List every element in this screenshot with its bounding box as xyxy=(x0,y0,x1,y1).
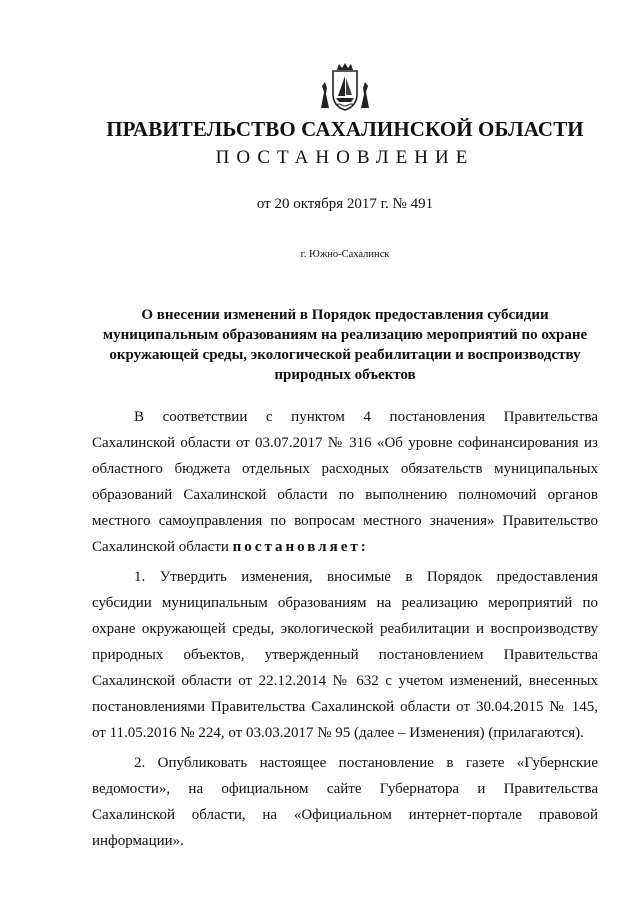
body-line: субсидии муниципальным образованиям на реализацию мероприятий по xyxy=(92,595,598,611)
preamble-paragraph xyxy=(92,404,598,560)
body-line: 1. Утвердить изменения, вносимые в Порядок предоставления xyxy=(134,569,598,585)
body-line: Сахалинской области от 03.07.2017 № 316 «Об уровне софинансирования из xyxy=(92,435,598,451)
body-line: В соответствии с пунктом 4 постановления Правительства xyxy=(134,409,598,425)
document-title xyxy=(92,305,598,385)
item-1-paragraph xyxy=(92,564,598,746)
body-line: областного бюджета отдельных расходных обязательств муниципальных xyxy=(92,461,598,477)
coat-of-arms-emblem xyxy=(318,62,372,112)
title-line: окружающей среды, экологической реабилитации и воспроизводству xyxy=(109,347,581,363)
sakhalin-emblem-icon xyxy=(318,62,372,112)
body-line: постановлениями Правительства Сахалинской области от 30.04.2015 № 145, xyxy=(92,699,598,715)
item-2-paragraph xyxy=(92,750,598,854)
document-body xyxy=(92,404,598,854)
body-line: охране окружающей среды, экологической реабилитации и воспроизводству xyxy=(92,621,598,637)
title-line: муниципальным образованиям на реализацию мероприятий по охране xyxy=(102,327,588,343)
decree-word: постановляет: xyxy=(232,539,369,555)
title-line: природных объектов xyxy=(274,367,416,383)
body-line: образований Сахалинской области по выполнению полномочий органов xyxy=(92,487,598,503)
body-line: от 11.05.2016 № 224, от 03.03.2017 № 95 (далее – Изменения) (прилагаются). xyxy=(92,725,584,741)
body-line: Сахалинской области от 22.12.2014 № 632 с учетом изменений, внесенных xyxy=(92,673,598,689)
body-line: 2. Опубликовать настоящее постановление в газете «Губернские xyxy=(134,755,598,771)
body-line: природных объектов, утвержденный постановлением Правительства xyxy=(92,647,598,663)
date-number-line: от 20 октября 2017 г. № 491 xyxy=(256,196,434,212)
body-line-prefix: Сахалинской области xyxy=(92,539,233,555)
body-line: Сахалинской области, на «Официальном интернет-портале правовой xyxy=(92,807,598,823)
body-line: местного самоуправления по вопросам местного значения» Правительство xyxy=(92,513,598,529)
organization-name: ПРАВИТЕЛЬСТВО САХАЛИНСКОЙ ОБЛАСТИ xyxy=(106,117,584,141)
document-type: ПОСТАНОВЛЕНИЕ xyxy=(215,147,475,168)
body-line: информации». xyxy=(92,833,184,849)
city-name: г. Южно-Сахалинск xyxy=(300,249,390,260)
body-line xyxy=(92,534,598,560)
title-line: О внесении изменений в Порядок предоставления субсидии xyxy=(141,307,549,323)
body-line: ведомости», на официальном сайте Губернатора и Правительства xyxy=(92,781,598,797)
